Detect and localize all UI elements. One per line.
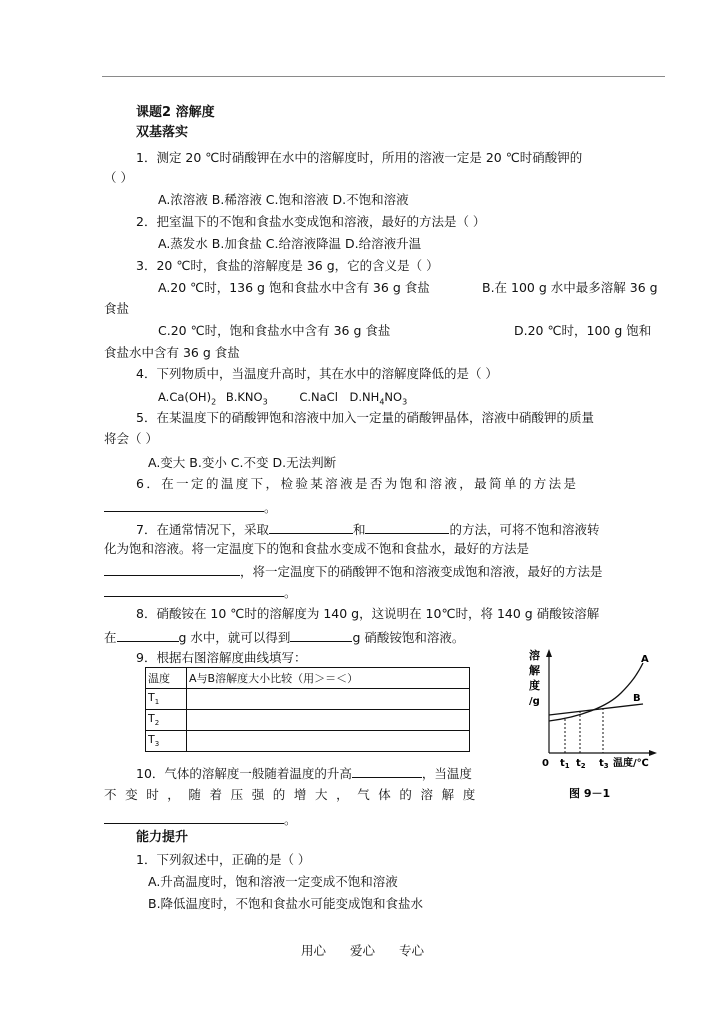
origin-label: 0 <box>542 758 549 769</box>
q8-line2: 在 g 水中，就可以得到 g 硝酸铵饱和溶液。 <box>104 630 465 645</box>
answer-cell-t2[interactable] <box>187 710 470 731</box>
page-footer <box>0 941 725 959</box>
q10-line3: 。 <box>104 810 297 828</box>
t3-label: $t_3$ <box>599 758 609 770</box>
q8-blank-1[interactable] <box>117 628 179 642</box>
q6-stem: 6．在一定的温度下，检验某溶液是否为饱和溶液，最简单的方法是 <box>136 476 579 491</box>
table-row <box>146 710 470 731</box>
table-row <box>146 668 470 689</box>
q5-stem: 5．在某温度下的硝酸钾饱和溶液中加入一定量的硝酸钾晶体，溶液中硝酸钾的质量 <box>136 410 594 425</box>
curve-a-label: A <box>641 654 649 665</box>
y-axis-arrow <box>546 649 552 657</box>
q9-table <box>145 667 470 752</box>
q1-stem: 1．测定 20 ℃时硝酸钾在水中的溶解度时，所用的溶液一定是 20 ℃时硝酸钾的 <box>136 150 583 165</box>
q4-option-c: C.NaCl <box>299 390 338 404</box>
q3-option-c: C.20 ℃时，饱和食盐水中含有 36 g 食盐 <box>158 323 391 338</box>
q3-option-b: B.在 100 g 水中最多溶解 36 g <box>482 280 658 295</box>
q3-option-d-cont: 食盐水中含有 36 g 食盐 <box>104 345 240 360</box>
q7-blank-4[interactable] <box>104 583 284 597</box>
figure-caption: 图 9－1 <box>569 787 611 800</box>
q3-option-b-cont: 食盐 <box>104 301 130 316</box>
q4-stem: 4．下列物质中，当温度升高时，其在水中的溶解度降低的是（ ） <box>136 366 498 381</box>
t2-label: $t_2$ <box>576 758 586 770</box>
q4-options: $A.Ca(OH)_2$ $B.KNO_3$ C.NaCl $D.NH_4NO_3$ <box>158 390 408 407</box>
y-label-4: /g <box>529 696 540 707</box>
x-axis-label: 温度/℃ <box>613 758 649 769</box>
table-header-compare: A与B溶解度大小比较（用＞＝＜） <box>187 668 470 689</box>
q10-line1: 10．气体的溶解度一般随着温度的升高 ，当温度 <box>136 766 472 781</box>
q3-option-d: D.20 ℃时，100 g 饱和 <box>514 323 652 338</box>
q1-bracket: （ ） <box>104 170 133 185</box>
answer-cell-t1[interactable] <box>187 689 470 710</box>
page-title: 课题2 溶解度 <box>136 105 215 120</box>
curve-b-label: B <box>633 693 641 704</box>
q3-stem: 3．20 ℃时，食盐的溶解度是 36 g，它的含义是（ ） <box>136 258 439 273</box>
q4-option-a: A.Ca(OH) <box>158 390 212 404</box>
q10-blank-2[interactable] <box>104 810 284 824</box>
answer-cell-t3[interactable] <box>187 731 470 752</box>
x-axis-arrow <box>649 750 657 756</box>
p1-stem: 1．下列叙述中，正确的是（ ） <box>136 852 311 867</box>
q5-stem-cont: 将会（ ） <box>104 431 158 446</box>
q4-option-b: B.KNO <box>225 390 263 404</box>
q7-line1: 7．在通常情况下，采取 和 的方法，可将不饱和溶液转 <box>136 522 600 537</box>
p1-option-a: A.升高温度时，饱和溶液一定变成不饱和溶液 <box>148 874 398 889</box>
q7-blank-2[interactable] <box>365 520 449 534</box>
q9-stem: 9．根据右图溶解度曲线填写： <box>136 650 307 665</box>
q7-line3: ，将一定温度下的硝酸钾不饱和溶液变成饱和溶液，最好的方法是 <box>104 562 603 580</box>
q8-line1: 8．硝酸铵在 10 ℃时的溶解度为 140 g，这说明在 10℃时，将 140 g 硝酸铵溶解 <box>136 606 600 621</box>
curve-a <box>549 663 643 721</box>
q6-blank[interactable] <box>104 498 264 512</box>
q10-blank-1[interactable] <box>352 764 422 778</box>
q8-blank-2[interactable] <box>290 628 352 642</box>
q7-line4: 。 <box>104 583 297 601</box>
section-heading-ability: 能力提升 <box>136 830 189 845</box>
table-header-temp: 温度 <box>146 668 187 689</box>
q7-line2: 化为饱和溶液。将一定温度下的饱和食盐水变成不饱和食盐水，最好的方法是 <box>104 541 530 556</box>
row-label-t2: $T_2$ <box>146 710 187 731</box>
row-label-t3: $T_3$ <box>146 731 187 752</box>
p1-option-b: B.降低温度时，不饱和食盐水可能变成饱和食盐水 <box>148 896 424 911</box>
header-rule <box>102 76 665 77</box>
table-row <box>146 689 470 710</box>
solubility-curve-diagram <box>525 645 665 805</box>
y-label-1: 溶 <box>529 649 540 662</box>
y-label-3: 度 <box>529 679 540 692</box>
t1-label: $t_1$ <box>560 758 570 770</box>
q2-options: A.蒸发水 B.加食盐 C.给溶液降温 D.给溶液升温 <box>158 236 422 251</box>
q7-blank-1[interactable] <box>269 520 353 534</box>
row-label-t1: $T_1$ <box>146 689 187 710</box>
q5-options: A.变大 B.变小 C.不变 D.无法判断 <box>148 455 337 470</box>
footer-item: 爱心 <box>349 943 375 958</box>
footer-item: 专心 <box>398 943 424 958</box>
q3-option-a: A.20 ℃时，136 g 饱和食盐水中含有 36 g 食盐 <box>158 280 430 295</box>
table-row <box>146 731 470 752</box>
q4-option-d: D.NH <box>349 390 380 404</box>
solubility-curve-figure <box>525 645 665 809</box>
section-heading-basics: 双基落实 <box>136 125 189 140</box>
q6-answer-line: 。 <box>104 498 277 516</box>
q2-stem: 2．把室温下的不饱和食盐水变成饱和溶液，最好的方法是（ ） <box>136 214 486 229</box>
footer-item: 用心 <box>300 943 326 958</box>
q7-blank-3[interactable] <box>104 562 240 576</box>
y-label-2: 解 <box>529 664 540 677</box>
curve-b <box>549 704 643 715</box>
q10-line2: 不变时，随着压强的增大，气体的溶解度 <box>104 787 484 802</box>
q1-options: A.浓溶液 B.稀溶液 C.饱和溶液 D.不饱和溶液 <box>158 192 409 207</box>
